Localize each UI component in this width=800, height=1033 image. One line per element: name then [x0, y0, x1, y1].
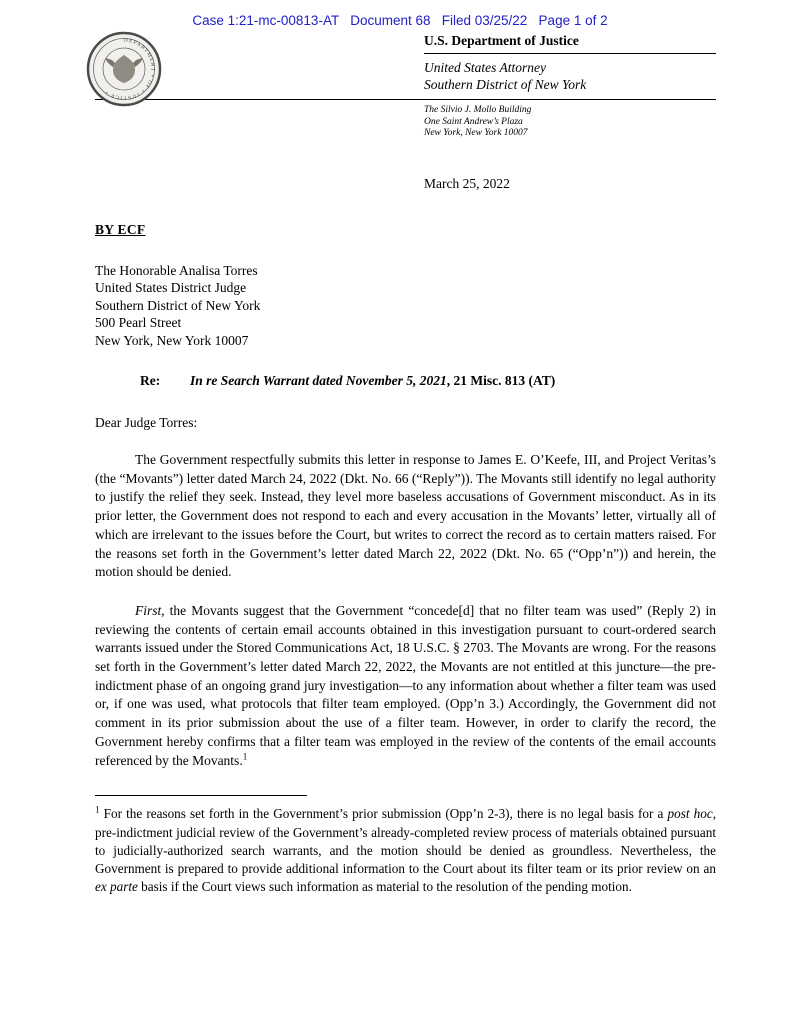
doj-seal-icon: [86, 31, 162, 107]
footnote-italic-term: post hoc: [667, 806, 713, 822]
letterhead-rule-full: [95, 99, 716, 100]
case-stamp: Case 1:21-mc-00813-AT Document 68 Filed 03/25/22 Page 1 of 2: [192, 13, 608, 28]
body-paragraph-1: The Government respectfully submits this letter in response to James E. O’Keefe, III, and Project Veritas’s (the “Movants”) letter dated March 24, 2022 (Dkt. No. 66 (“Reply”)). The Movants still identify no legal authority to justify the relief they seek. Instead, they level more baseless accusations of Government misconduct. As in its prior letter, the Government does not respond to each and every accusation in the Movants’ letter, virtually all of which are irrelevant to the issues before the Court, but writes to correct the record as to certain matters raised. For the reasons set forth in the Government’s letter dated March 22, 2022 (Dkt. No. 65 (“Opp’n”)) and herein, the motion should be denied.: [95, 452, 716, 580]
paragraph-lead-word: First: [135, 602, 162, 618]
re-case-number: , 21 Misc. 813 (AT): [446, 373, 556, 388]
re-label: Re:: [140, 373, 161, 388]
recipient-line: New York, New York 10007: [95, 332, 249, 348]
recipient-address-block: [95, 262, 716, 350]
delivery-method: BY ECF: [95, 221, 146, 237]
re-case-name: In re Search Warrant dated November 5, 2021: [190, 373, 447, 388]
district-line: Southern District of New York: [424, 76, 587, 92]
recipient-line: United States District Judge: [95, 280, 247, 295]
re-line: [95, 373, 716, 389]
recipient-line: The Honorable Analisa Torres: [95, 262, 258, 278]
recipient-line: Southern District of New York: [95, 297, 261, 313]
footnote: [95, 805, 716, 896]
recipient-line: 500 Pearl Street: [95, 315, 182, 330]
us-attorney-line: United States Attorney: [424, 60, 546, 75]
address-line: The Silvio J. Mollo Building: [424, 105, 532, 115]
salutation: Dear Judge Torres:: [95, 415, 198, 430]
footnote-text: basis if the Court views such information as material to the resolution of the pending motion.: [137, 879, 632, 895]
paragraph-text: , the Movants suggest that the Government “concede[d] that no filter team was used” (Reply 2) in reviewing the contents of certain email accounts obtained in this investigation pursuant to court-ordered search warrants issued under the Stored Communications Act, 18 U.S.C. § 2703. The Movants are wrong. For the reasons set forth in the Government’s letter dated March 22, 2022, the Movants are not entitled at this juncture—the pre-indictment phase of an ongoing grand jury investigation—to any information about whether a filter team was used or, if one was used, what protocols that filter team employed. (Opp’n 3.) Accordingly, the Government did not comment in its prior submission about the use of a filter team. However, in order to clarify the record, the Government hereby confirms that a filter team was employed in the review of the contents of the email accounts referenced by the Movants.: [95, 602, 716, 768]
page-content: [0, 33, 800, 897]
agency-name: U.S. Department of Justice: [424, 33, 579, 48]
footnote-text: For the reasons set forth in the Government’s prior submission (Opp’n 2-3), there is no legal basis for a: [99, 806, 668, 822]
letter-date: March 25, 2022: [424, 175, 510, 191]
footnote-reference: 1: [242, 751, 248, 762]
address-line: New York, New York 10007: [424, 128, 528, 138]
footnote-marker: 1: [95, 804, 100, 815]
address-line: One Saint Andrew’s Plaza: [424, 116, 523, 127]
letterhead: [424, 33, 716, 93]
letterhead-rule-short: [424, 53, 716, 54]
footnote-italic-term: ex parte: [95, 879, 138, 895]
footnote-text: , pre-indictment judicial review of the Government’s already-completed review process of materials obtained pursuant to judicially-authorized search warrants, and the motion should be denied as groundless. Nevertheless, the Government is prepared to provide additional information to the Court about its filter team or its prior review on an: [95, 806, 717, 877]
footnote-separator: [95, 795, 307, 796]
office-address-block: [424, 105, 716, 140]
seal-ring-text: DEPARTMENT • OF • JUSTICE •: [103, 37, 156, 101]
body-paragraph-2: [95, 602, 716, 770]
